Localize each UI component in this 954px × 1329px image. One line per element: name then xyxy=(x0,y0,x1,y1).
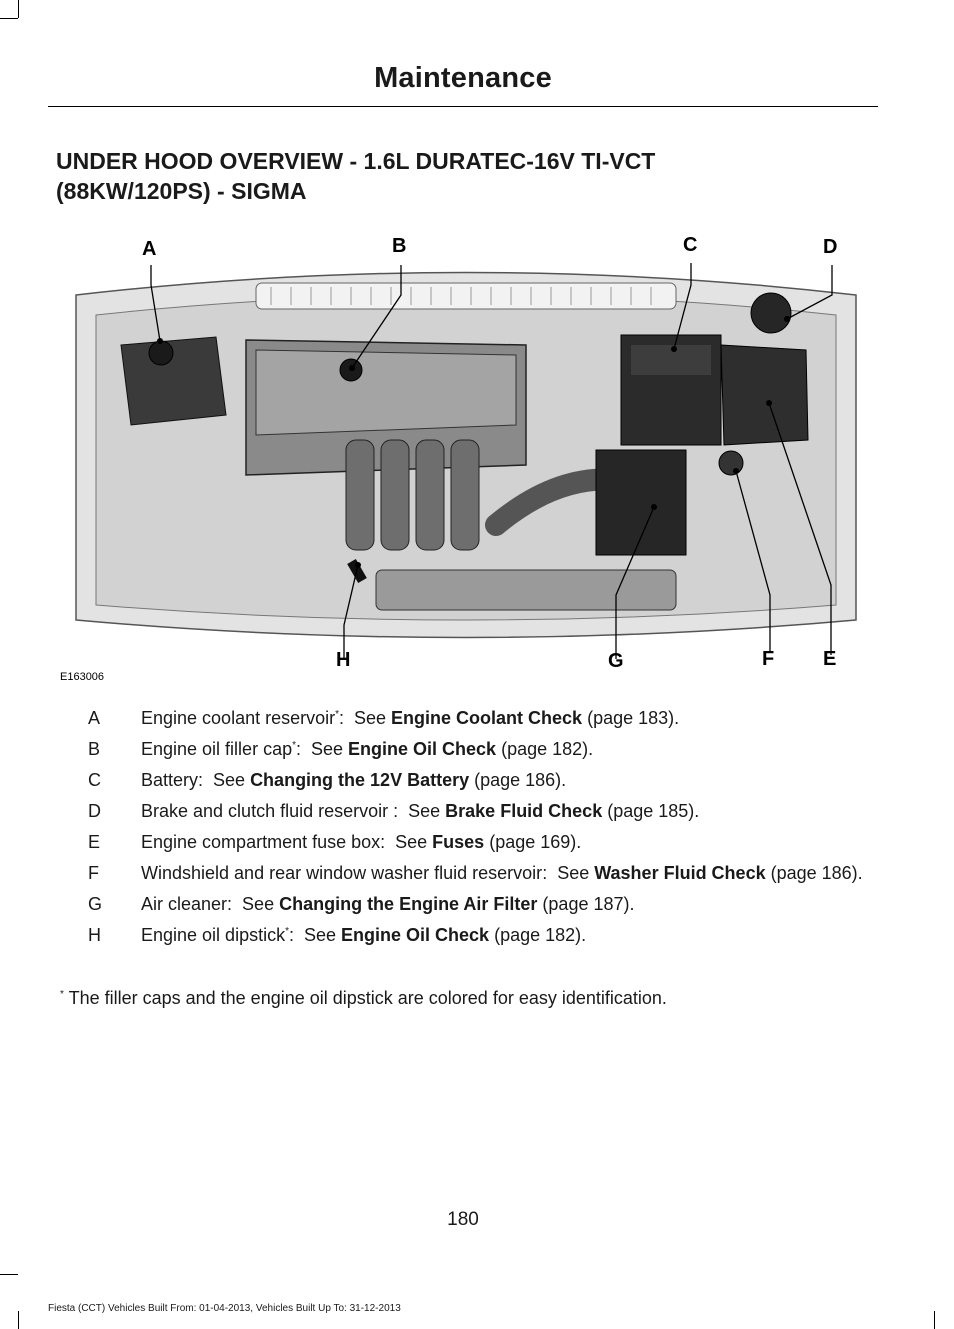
legend-item: H Engine oil dipstick*: See Engine Oil Check (page 182). xyxy=(56,925,876,946)
image-code: E163006 xyxy=(60,671,105,683)
cross-reference-link[interactable]: Brake Fluid Check xyxy=(445,801,603,821)
section-title: Maintenance xyxy=(374,62,552,94)
crop-mark xyxy=(18,0,19,18)
callout-legend xyxy=(56,708,876,956)
callout-e: E xyxy=(823,648,837,670)
page-title-line-2: (88KW/120PS) - SIGMA xyxy=(56,178,307,204)
legend-item: D Brake and clutch fluid reservoir : See Brake Fluid Check (page 185). xyxy=(56,801,876,822)
legend-item: A Engine coolant reservoir*: See Engine Coolant Check (page 183). xyxy=(56,708,876,729)
callout-b: B xyxy=(392,235,407,257)
engine-bay-figure xyxy=(56,225,876,690)
legend-letter: D xyxy=(88,801,101,821)
section-header xyxy=(48,58,878,107)
legend-letter: B xyxy=(88,739,101,759)
footnote-mark: * xyxy=(60,989,64,1000)
cross-reference-link[interactable]: Changing the Engine Air Filter xyxy=(279,894,538,914)
crop-mark xyxy=(0,1274,18,1275)
crop-mark xyxy=(0,18,18,19)
legend-item: G Air cleaner: See Changing the Engine Air Filter (page 187). xyxy=(56,894,876,915)
legend-item: B Engine oil filler cap*: See Engine Oil Check (page 182). xyxy=(56,739,876,760)
legend-letter: E xyxy=(88,832,101,852)
legend-letter: A xyxy=(88,708,101,728)
page-number: 180 xyxy=(447,1209,479,1230)
engine-bay-illustration xyxy=(56,225,876,690)
cross-reference-link[interactable]: Engine Coolant Check xyxy=(391,708,583,728)
legend-letter: G xyxy=(88,894,103,914)
crop-mark xyxy=(934,1311,935,1329)
page-title-line-1: UNDER HOOD OVERVIEW - 1.6L DURATEC-16V TI-VCT xyxy=(56,148,656,174)
page-footer: Fiesta (CCT) Vehicles Built From: 01-04-2013, Vehicles Built Up To: 31-12-2013 xyxy=(48,1303,401,1314)
callout-f: F xyxy=(762,648,775,670)
footnote xyxy=(60,988,880,1009)
legend-item: F Windshield and rear window washer fluid reservoir: See Washer Fluid Check (page 186). xyxy=(56,863,876,884)
callout-d: D xyxy=(823,236,838,258)
callout-g: G xyxy=(608,650,624,672)
legend-item: C Battery: See Changing the 12V Battery (page 186). xyxy=(56,770,876,791)
page-title xyxy=(56,146,876,206)
legend-letter: C xyxy=(88,770,101,790)
callout-h: H xyxy=(336,649,351,671)
cross-reference-link[interactable]: Engine Oil Check xyxy=(341,925,490,945)
cross-reference-link[interactable]: Washer Fluid Check xyxy=(594,863,766,883)
callout-a: A xyxy=(142,238,157,260)
crop-mark xyxy=(18,1311,19,1329)
legend-letter: F xyxy=(88,863,99,883)
cross-reference-link[interactable]: Engine Oil Check xyxy=(348,739,497,759)
cross-reference-link[interactable]: Fuses xyxy=(432,832,485,852)
legend-item: E Engine compartment fuse box: See Fuses (page 169). xyxy=(56,832,876,853)
callout-c: C xyxy=(683,234,698,256)
legend-letter: H xyxy=(88,925,101,945)
footnote-text: The filler caps and the engine oil dipstick are colored for easy identification. xyxy=(63,988,667,1008)
cross-reference-link[interactable]: Changing the 12V Battery xyxy=(250,770,470,790)
